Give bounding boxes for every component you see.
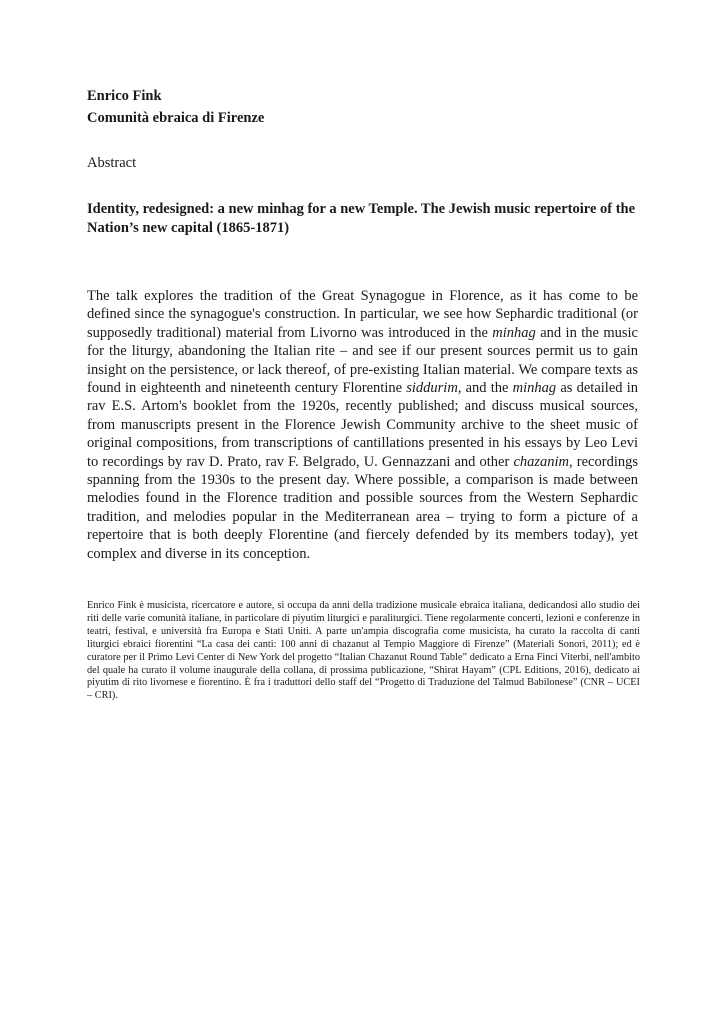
author-bio: Enrico Fink è musicista, ricercatore e autore, si occupa da anni della tradizione musicale ebraica italiana, dedicandosi allo studio dei riti delle varie comunità italiane, in particolare di piyutim liturgici e paraliturgici. Tiene regolarmente concerti, lezioni e conferenze in teatri, festival, e università fra Europa e Stati Uniti. A parte un'ampia discografia come musicista, ha curato la raccolta di canti liturgici ebraici fiorentini “La casa dei canti: 100 anni di chazanut al Tempio Maggiore di Firenze” (Materiali Sonori, 2011); ed è curatore per il Primo Levi Center di New York del progetto “Italian Chazanut Round Table” dedicato a Erna Finci Viterbi, nell'ambito del quale ha curato il volume inaugurale della collana, di prossima publicazione, “Shirat Hayam” (CPL Editions, 2016), dedicato ai piyutim di rito livornese e fiorentino. È fra i traduttori dello staff del “Progetto di Traduzione del Talmud Babilonese” (CNR – UCEI – CRI). <box>87 600 640 702</box>
paper-title: Identity, redesigned: a new minhag for a new Temple. The Jewish music repertoire of the Nation’s new capital (1865-1871) <box>87 201 636 236</box>
abstract-text-4: as detailed in rav E.S. Artom's booklet from the 1920s, recently published; and discuss musical sources, from manuscripts present in the Florence Jewish Community archive to the sheet music of original compositions, from transcriptions of cantillations presented in his essays by Leo Levi to recordings by rav D. Prato, rav F. Belgrado, U. Gennazzani and other <box>87 380 638 470</box>
abstract-italic-minhag-2: minhag <box>512 380 557 397</box>
author-name: Enrico Fink <box>87 88 162 104</box>
abstract-text-1: The talk explores the tradition of the Great Synagogue in Florence, as it has come to be defined since the synagogue's construction. In particular, we see how Sephardic traditional (or supposedly traditional) material from Livorno was introduced in the <box>87 288 638 341</box>
abstract-italic-siddurim: siddurim <box>406 380 458 397</box>
author-affiliation: Comunità ebraica di Firenze <box>87 110 265 126</box>
abstract-text-5: , recordings spanning from the 1930s to the present day. Where possible, a comparison is made between melodies found in the Florence tradition and possible sources from the Western Sephardic tradition, and melodies popular in the Mediterranean area – trying to form a picture of a repertoire that is both deeply Florentine (and fiercely defended by its members today), yet complex and diverse in its conception. <box>87 453 638 562</box>
abstract-body <box>87 287 638 563</box>
abstract-heading: Abstract <box>87 155 137 171</box>
abstract-text-3: , and the <box>457 380 513 397</box>
abstract-italic-minhag-1: minhag <box>492 324 536 341</box>
abstract-text-2: and in the music for the liturgy, abandoning the Italian rite – and see if our present sources permit us to gain insight on the persistence, or lack thereof, of pre-existing Italian material. We compare texts as found in eighteenth and nineteenth century Florentine <box>87 324 638 397</box>
abstract-italic-chazanim: chazanim <box>513 453 570 470</box>
